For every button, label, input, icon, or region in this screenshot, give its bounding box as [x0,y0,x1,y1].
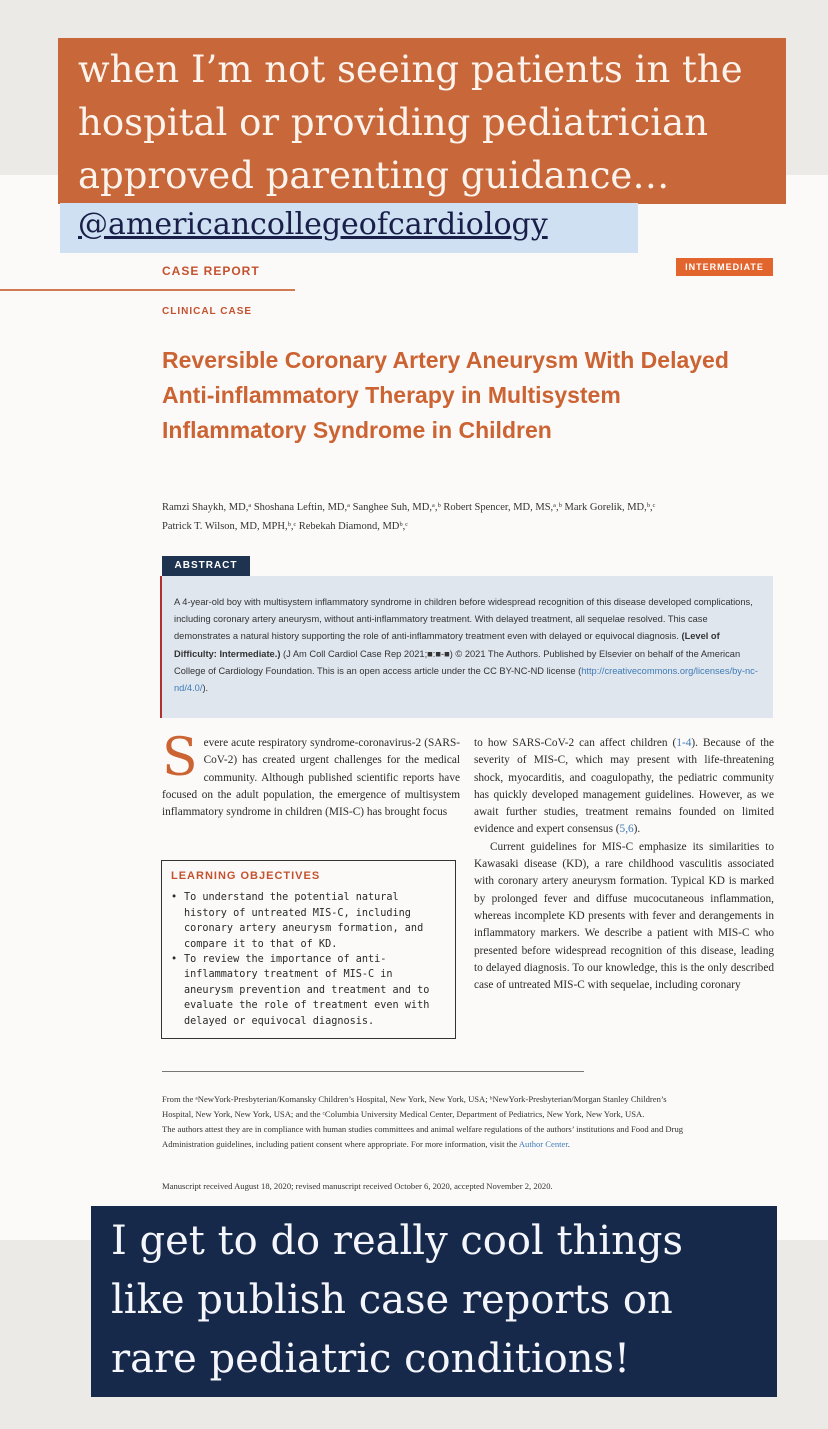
body-col1-text: evere acute respiratory syndrome-coronavirus-2 (SARS-CoV-2) has created urgent challenges for the medical community. Although published scientific reports have focused on the adult population, the emergence of multisystem inflammatory syndrome in children (MIS-C) has brought focus [162,737,460,819]
learning-objectives-box [161,860,456,1039]
footnote-compliance [162,1122,690,1152]
footnote-affiliations: From the ᵃNewYork-Presbyterian/Komansky Children’s Hospital, New York, New York, USA; ᵇNewYork-Presbyterian/Morgan Stanley Children’s Hospital, New York, New York, USA; and the ᶜColumbia University Medical Center, Department of Pediatrics, New York, New York, USA. [162,1094,667,1119]
reference-link[interactable]: 5,6 [619,823,634,836]
footnote-end: . [567,1139,570,1149]
license-link[interactable]: http://creativecommons.org/licenses/by-nc-nd/4.0/ [174,665,758,694]
author-list [162,498,782,536]
body-col2-paragraph-1 [474,735,774,839]
body-text: ). [633,823,641,836]
section-label: CASE REPORT [162,264,260,278]
caption-top: when I’m not seeing patients in the hospital or providing pediatrician approved parenting guidance… [58,38,786,204]
body-text: to how SARS-CoV-2 can affect children ( [474,737,677,749]
article-title: Reversible Coronary Artery Aneurysm With Delayed Anti-inflammatory Therapy in Multisystem Inflammatory Syndrome in Children [162,347,729,443]
footnotes [162,1092,690,1152]
abstract-citation: (J Am Coll Cardiol Case Rep 2021;■:■-■) © 2021 The Authors. Published by Elsevier on behalf of the American College of Cardiology Foundation. This is an open access article under the CC BY-NC-ND license ( [174,648,741,676]
header-rule [0,289,295,291]
abstract-text: A 4-year-old boy with multisystem inflammatory syndrome in children before widespread recognition of this disease developed complications, including coronary artery aneurysm, without anti-inflammatory treatment. With delayed treatment, all sequelae resolved. This case demonstrates a natural history supporting the role of anti-inflammatory treatment even with delayed or equivocal diagnosis. [174,597,753,642]
footnote-rule [162,1071,584,1072]
reference-link[interactable]: 1-4 [676,737,692,749]
caption-bottom: I get to do really cool things like publish case reports on rare pediatric conditions! [91,1206,777,1397]
abstract-level: (Level of Difficulty: Intermediate.) [174,631,720,659]
abstract-box [162,576,773,718]
difficulty-badge: INTERMEDIATE [676,258,773,276]
body-col2-paragraph-2: Current guidelines for MIS-C emphasize its similarities to Kawasaki disease (KD), a rare childhood vasculitis associated with coronary artery aneurysm formation. Typical KD is marked by prolonged fever and diffuse mucocutaneous inflammation, whereas incomplete KD presents with fever and derangements in inflammatory markers. We describe a patient with MIS-C who presented before widespread recognition of this disease, leading to delayed diagnosis. To our knowledge, this is the only described case of untreated MIS-C with sequelae, including coronary [474,840,774,992]
manuscript-dates: Manuscript received August 18, 2020; revised manuscript received October 6, 2020, accepted November 2, 2020. [162,1181,553,1191]
learning-objective-text: To understand the potential natural history of untreated MIS-C, including coronary artery aneurysm formation, and compare it to that of KD. [184,892,424,950]
mention-link[interactable]: @americancollegeofcardiology [60,203,638,253]
subsection-label: CLINICAL CASE [162,306,253,317]
learning-objectives-title: LEARNING OBJECTIVES [171,870,321,882]
authors-line-2: Patrick T. Wilson, MD, MPH,ᵇ,ᶜ Rebekah Diamond, MDᵇ,ᶜ [162,521,408,532]
abstract-label: ABSTRACT [162,556,250,576]
learning-objective-item [171,890,445,952]
drop-cap: S [162,728,198,788]
abstract-end: ). [202,683,209,694]
learning-objective-text: To review the importance of anti-inflammatory treatment of MIS-C in aneurysm prevention and treatment and to evaluate the role of treatment even with delayed or equivocal diagnosis. [184,954,430,1027]
body-column-2 [474,735,774,994]
body-column-1 [162,728,460,821]
author-center-link[interactable]: Author Center [518,1139,568,1149]
learning-objective-item [171,952,445,1029]
body-text: ). Because of the severity of MIS-C, which may present with life-threatening shock, myocarditis, and coagulopathy, the pediatric community has quickly developed management guidelines. However, as we await further studies, treatment remains founded on limited evidence and expert consensus ( [474,737,774,836]
bullet-icon: • [171,892,178,904]
bullet-icon: • [171,954,178,966]
footnote-text: The authors attest they are in compliance with human studies committees and animal welfare regulations of the authors’ institutions and Food and Drug Administration guidelines, including patient consent where appropriate. For more information, visit the [162,1124,684,1149]
authors-line-1: Ramzi Shaykh, MD,ᵃ Shoshana Leftin, MD,ᵃ Sanghee Suh, MD,ᵃ,ᵇ Robert Spencer, MD, MS,ᵃ,ᵇ Mark Gorelik, MD,ᵇ,ᶜ [162,502,656,513]
